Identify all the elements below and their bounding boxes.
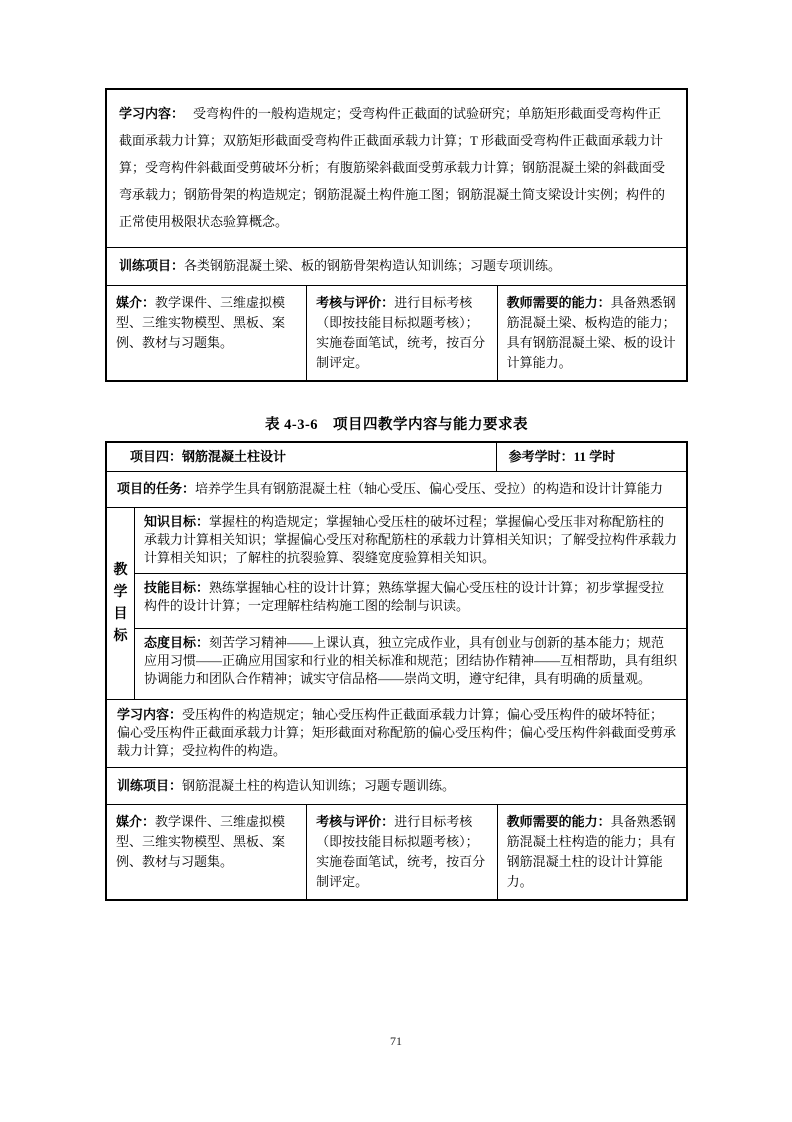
table1-media-cell <box>107 286 306 380</box>
table2-skill-label: 技能目标： <box>144 580 210 595</box>
table2-assessment-cell <box>306 805 496 899</box>
table2-goals-header-cell <box>107 508 135 699</box>
table2-teacher-text: 具备熟悉钢筋混凝土柱构造的能力；具有钢筋混凝土柱的设计计算能力。 <box>506 814 676 889</box>
table2-attitude-cell <box>135 628 686 699</box>
table2-assessment-text: 进行目标考核（即按技能目标拟题考核）；实施卷面笔试，统考，按百分制评定。 <box>316 814 486 889</box>
table2-knowledge-label: 知识目标： <box>144 514 210 529</box>
table2-teacher-cell <box>497 805 686 899</box>
table1-learning-label: 学习内容： <box>119 106 185 121</box>
table2-task-text: 培养学生具有钢筋混凝土柱（轴心受压、偏心受压、受拉）的构造和设计计算能力 <box>195 481 664 496</box>
table2-project-title: 项目四：钢筋混凝土柱设计 <box>107 443 497 471</box>
table2-attitude-text: 刻苦学习精神——上课认真，独立完成作业，具有创业与创新的基本能力；规范应用习惯——正确应用国家和行业的相关标准和规范；团结协作精神——互相帮助，具有组织协调能力和团队合作精神；诚实守信品格——崇尚文明，遵守纪律，具有明确的质量观。 <box>144 635 678 686</box>
table2-media-text: 教学课件、三维虚拟模型、三维实物模型、黑板、案例、教材与习题集。 <box>116 814 286 869</box>
table1-bottom-row <box>107 285 686 380</box>
table2-assessment-label: 考核与评价： <box>316 814 395 829</box>
table2-media-cell <box>107 805 306 899</box>
table2-training-row <box>107 767 686 804</box>
table2-attitude-label: 态度目标： <box>144 635 210 650</box>
table1-assessment-cell <box>306 286 496 380</box>
table2-learning-row <box>107 699 686 767</box>
table2-header-row <box>107 443 686 471</box>
table2-goals-header-text: 教学目标 <box>113 562 128 644</box>
table2-media-label: 媒介： <box>116 814 156 829</box>
table-caption: 表 4-3-6 项目四教学内容与能力要求表 <box>264 417 529 433</box>
table1-teacher-cell <box>497 286 686 380</box>
table1-assessment-label: 考核与评价： <box>316 295 395 310</box>
table1-media-text: 教学课件、三维虚拟模型、三维实物模型、黑板、案例、教材与习题集。 <box>116 295 286 350</box>
table2-knowledge-text: 掌握柱的构造规定；掌握轴心受压柱的破坏过程；掌握偏心受压非对称配筋柱的承载力计算相关知识；掌握偏心受压对称配筋柱的承载力计算相关知识；了解受拉构件承载力计算相关知识；了解柱的抗裂验算、裂缝宽度验算相关知识。 <box>144 514 678 565</box>
table2-task-row <box>107 471 686 507</box>
table2-learning-label: 学习内容： <box>117 707 183 722</box>
table1-training-row <box>107 247 686 285</box>
table1-teacher-text: 具备熟悉钢筋混凝土梁、板构造的能力；具有钢筋混凝土梁、板的设计计算能力。 <box>506 295 676 370</box>
table2-task-label: 项目的任务： <box>117 481 196 496</box>
table1-media-label: 媒介： <box>116 295 156 310</box>
table-project-four <box>105 441 688 901</box>
table-project-three <box>105 88 688 382</box>
table2-reference-hours: 参考学时：11 学时 <box>508 449 616 464</box>
table1-training-label: 训练项目： <box>119 258 185 273</box>
table2-training-label: 训练项目： <box>117 778 183 793</box>
table2-knowledge-cell <box>135 508 686 573</box>
table2-skill-text: 熟练掌握轴心柱的设计计算；熟练掌握大偏心受压柱的设计计算；初步掌握受拉构件的设计计算；一定理解柱结构施工图的绘制与识读。 <box>144 580 665 613</box>
table2-bottom-row <box>107 804 686 899</box>
table1-learning-text: 受弯构件的一般构造规定；受弯构件正截面的试验研究；单筋矩形截面受弯构件正截面承载力计算；双筋矩形截面受弯构件正截面承载力计算；T 形截面受弯构件正截面承载力计算；受弯构件斜截面受剪破坏分析；有腹筋梁斜截面受剪承载力计算；钢筋混凝土梁的斜截面受弯承载力；钢筋骨架的构造规定；钢筋混凝土构件施工图；钢筋混凝土简支梁设计实例；构件的正常使用极限状态验算概念。 <box>119 106 666 229</box>
table1-teacher-label: 教师需要的能力： <box>506 295 611 310</box>
table2-goals-row <box>107 507 686 699</box>
table2-goals-list <box>135 508 686 699</box>
table2-learning-text: 受压构件的构造规定；轴心受压构件正截面承载力计算；偏心受压构件的破坏特征；偏心受压构件正截面承载力计算；矩形截面对称配筋的偏心受压构件；偏心受压构件斜截面受剪承载力计算；受拉构件的构造。 <box>117 707 677 758</box>
table1-learning-row <box>107 90 686 247</box>
page-content <box>105 88 688 901</box>
page-number: 71 <box>390 1034 402 1048</box>
table2-training-text: 钢筋混凝土柱的构造认知训练；习题专题训练。 <box>182 778 456 793</box>
table1-assessment-text: 进行目标考核（即按技能目标拟题考核）；实施卷面笔试，统考，按百分制评定。 <box>316 295 486 370</box>
table1-training-text: 各类钢筋混凝土梁、板的钢筋骨架构造认知训练；习题专项训练。 <box>184 258 562 273</box>
table2-teacher-label: 教师需要的能力： <box>506 814 611 829</box>
table2-skill-cell <box>135 573 686 628</box>
